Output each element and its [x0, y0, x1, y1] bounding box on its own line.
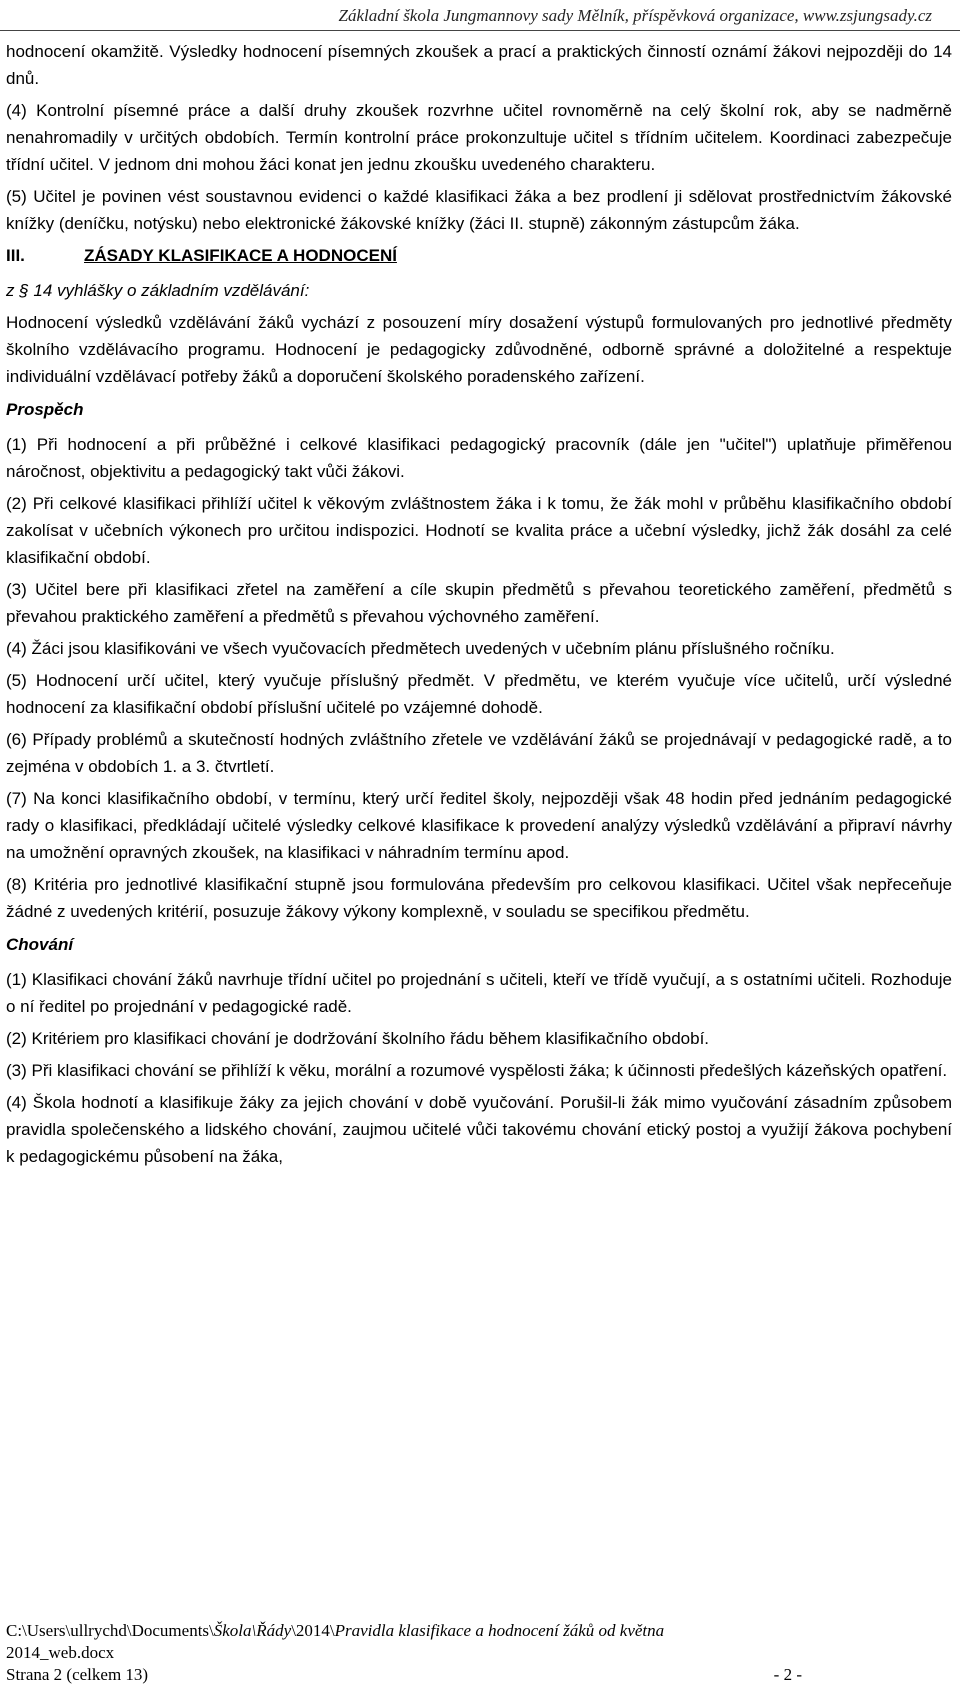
section-heading	[6, 242, 952, 269]
document-body	[6, 38, 952, 1175]
file-path-filename: Pravidla klasifikace a hodnocení žáků od května	[334, 1621, 665, 1640]
subheading-chovani: Chování	[6, 935, 74, 954]
prospech-item: (1) Při hodnocení a při průběžné i celkové klasifikaci pedagogický pracovník (dále jen "učitel") uplatňuje přiměřenou náročnost, objektivitu a pedagogický takt vůči žákovi.	[6, 435, 952, 481]
header-divider	[0, 30, 960, 31]
chovani-item: (2) Kritériem pro klasifikaci chování je dodržování školního řádu během klasifikačního období.	[6, 1029, 710, 1048]
law-reference: z § 14 vyhlášky o základním vzdělávání:	[6, 281, 310, 300]
page-footer	[6, 1620, 952, 1686]
subheading-prospech: Prospěch	[6, 400, 84, 419]
page-info-row	[6, 1664, 952, 1686]
file-path-line2: 2014_web.docx	[6, 1643, 115, 1662]
file-path	[6, 1620, 952, 1642]
prospech-item: (2) Při celkové klasifikaci přihlíží učitel k věkovým zvláštnostem žáka i k tomu, že žák mohl v průběhu klasifikačního období zakolísat v učebních výkonech pro určitou indispozici. Hodnotí se kvalita práce a učební výsledky, jichž žák dosáhl za celé klasifikační období.	[6, 494, 952, 567]
section-number: III.	[6, 246, 25, 265]
prospech-item: (8) Kritéria pro jednotlivé klasifikační stupně jsou formulována především pro celkovou klasifikaci. Učitel však nepřeceňuje žádné z uvedených kritérií, posuzuje žákovy výkony komplexně, v souladu se specifikou předmětu.	[6, 875, 952, 921]
chovani-item: (4) Škola hodnotí a klasifikuje žáky za jejich chování v době vyučování. Porušil-li žák mimo vyučování zásadním způsobem pravidla společenského a lidského chování, zaujmou učitelé vůči takovému chování etický postoj a využijí žákova pochybení k pedagogickému působení na žáka,	[6, 1093, 952, 1166]
page-count: Strana 2 (celkem 13)	[6, 1665, 149, 1684]
prospech-item: (6) Případy problémů a skutečností hodných zvláštního zřetele ve vzdělávání žáků se projednávají v pedagogické radě, a to zejména v obdobích 1. a 3. čtvrtletí.	[6, 730, 952, 776]
prospech-item: (3) Učitel bere při klasifikaci zřetel na zaměření a cíle skupin předmětů s převahou teoretického zaměření, předmětů s převahou praktického zaměření a předmětů s převahou výchovného zaměření.	[6, 580, 952, 626]
intro-paragraph: Hodnocení výsledků vzdělávání žáků vychází z posouzení míry dosažení výstupů formulovaných pro jednotlivé předměty školního vzdělávacího programu. Hodnocení je pedagogicky zdůvodněné, odborně správné a doložitelné a respektuje individuální vzdělávací potřeby žáků a doporučení školského poradenského zařízení.	[6, 313, 952, 386]
prospech-item: (5) Hodnocení určí učitel, který vyučuje příslušný předmět. V předmětu, ve kterém vyučuje více učitelů, určí výsledné hodnocení za klasifikační období příslušní učitelé po vzájemné dohodě.	[6, 671, 952, 717]
paragraph: hodnocení okamžitě. Výsledky hodnocení písemných zkoušek a prací a praktických činností oznámí žákovi nejpozději do 14 dnů.	[6, 42, 952, 88]
chovani-item: (1) Klasifikaci chování žáků navrhuje třídní učitel po projednání s učiteli, kteří ve třídě vyučují, a s ostatními učiteli. Rozhoduje o ní ředitel po projednání v pedagogické radě.	[6, 970, 952, 1016]
paragraph: (4) Kontrolní písemné práce a další druhy zkoušek rozvrhne učitel rovnoměrně na celý školní rok, aby se nadměrně nenahromadily v určitých obdobích. Termín kontrolní práce prokonzultuje učitel s třídním učitelem. Koordinaci zabezpečuje třídní učitel. V jednom dni mohou žáci konat jen jednu zkoušku uvedeného charakteru.	[6, 101, 952, 174]
section-title: ZÁSADY KLASIFIKACE A HODNOCENÍ	[84, 246, 397, 265]
file-path-folder: Škola\Řády	[213, 1621, 292, 1640]
file-path-prefix: C:\Users\ullrychd\Documents\	[6, 1621, 214, 1640]
prospech-item: (7) Na konci klasifikačního období, v termínu, který určí ředitel školy, nejpozději však 48 hodin před jednáním pedagogické rady o klasifikaci, předkládají učitelé výsledky celkové klasifikace k provedení analýzy výsledků vzdělávání a připraví návrhy na umožnění opravných zkoušek, na klasifikaci v náhradním termínu apod.	[6, 789, 952, 862]
prospech-item: (4) Žáci jsou klasifikováni ve všech vyučovacích předmětech uvedených v učebním plánu příslušného ročníku.	[6, 639, 835, 658]
chovani-item: (3) Při klasifikaci chování se přihlíží k věku, morální a rozumové vyspělosti žáka; k účinnosti předešlých kázeňských opatření.	[6, 1061, 948, 1080]
page-header: Základní škola Jungmannovy sady Mělník, příspěvková organizace, www.zsjungsady.cz	[338, 6, 932, 25]
paragraph: (5) Učitel je povinen vést soustavnou evidenci o každé klasifikaci žáka a bez prodlení ji sdělovat prostřednictvím žákovské knížky (deníčku, notýsku) nebo elektronické žákovské knížky (žáci II. stupně) zákonným zástupcům žáka.	[6, 187, 952, 233]
page-number: - 2 -	[773, 1665, 802, 1684]
file-path-year: \2014\	[291, 1621, 335, 1640]
